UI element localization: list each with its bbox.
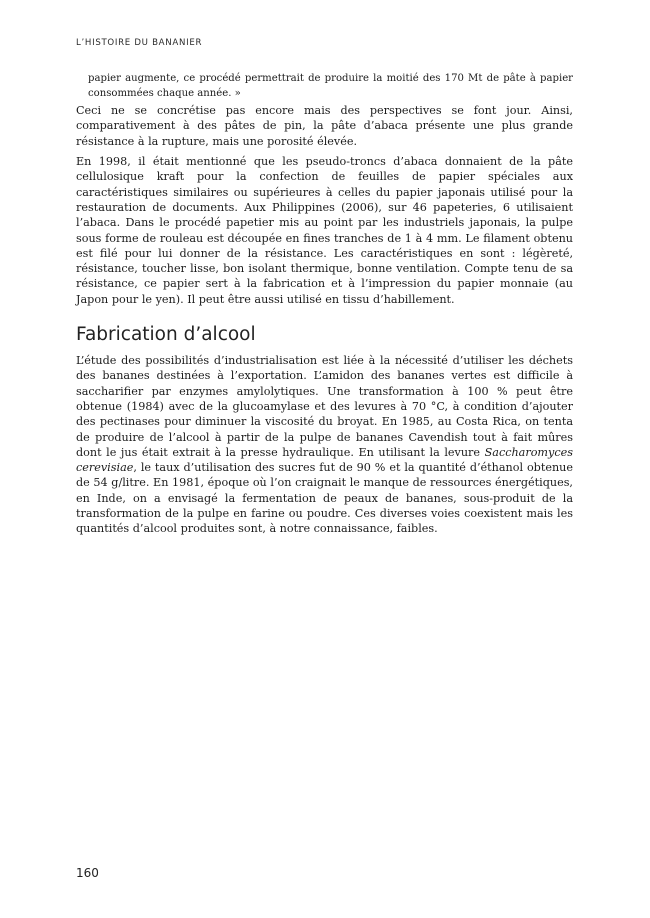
paragraph-alcohol <box>76 353 573 537</box>
paragraph-abaca-pulp: Ceci ne se concrétise pas encore mais des perspectives se font jour. Ainsi, comparativement à des pâtes de pin, la pâte d’abaca présente une plus grande résistance à la rupture, mais une porosité élevée. <box>76 104 573 148</box>
body-text <box>76 72 573 542</box>
paragraph-alcohol-part-2: , le taux d’utilisation des sucres fut de 90 % et la quantité d’éthanol obtenue de 54 g/litre. En 1981, époque où l’on craignait le manque de ressources énergétiques, en Inde, on a envisagé la fermentation de peaux de bananes, sous-produit de la transformation de la pulpe en farine ou poudre. Ces diverses voies coexistent mais les quantités d’alcool produites sont, à notre connaissance, faibles. <box>76 461 573 536</box>
block-quote: papier augmente, ce procédé permettrait de produire la moitié des 170 Mt de pâte à papier consommées chaque année. » <box>88 73 573 99</box>
yeast-species-name: Saccharomyces cerevisiae <box>76 445 573 475</box>
section-title: Fabrication d’alcool <box>76 324 256 346</box>
page-number: 160 <box>76 866 99 880</box>
paragraph-abaca-paper: En 1998, il était mentionné que les pseudo-troncs d’abaca donnaient de la pâte cellulosique kraft pour la confection de feuilles de papier spéciales aux caractéristiques similaires ou supérieures à celles du papier japonais utilisé pour la restauration de documents. Aux Philippines (2006), sur 46 papeteries, 6 utilisaient l’abaca. Dans le procédé papetier mis au point par les industriels japonais, la pulpe sous forme de rouleau est découpée en fines tranches de 1 à 4 mm. Le filament obtenu est filé pour lui donner de la résistance. Les caractéristiques en sont : légèreté, résistance, toucher lisse, bon isolant thermique, bonne ventilation. Compte tenu de sa résistance, ce papier sert à la fabrication et à l’impression du papier monnaie (au Japon pour le yen). Il peut être aussi utilisé en tissu d’habillement. <box>76 155 573 306</box>
running-head: L’HISTOIRE DU BANANIER <box>76 38 203 48</box>
paragraph-alcohol-part-1: L’étude des possibilités d’industrialisation est liée à la nécessité d’utiliser les déchets des bananes destinées à l’exportation. L’amidon des bananes vertes est difficile à saccharifier par enzymes amylolytiques. Une transformation à 100 % peut être obtenue (1984) avec de la glucoamylase et des levures à 70 °C, à condition d’ajouter des pectinases pour diminuer la viscosité du broyat. En 1985, au Costa Rica, on tenta de produire de l’alcool à partir de la pulpe de bananes Cavendish tout à fait mûres dont le jus était extrait à la presse hydraulique. En utilisant la levure <box>76 354 573 459</box>
